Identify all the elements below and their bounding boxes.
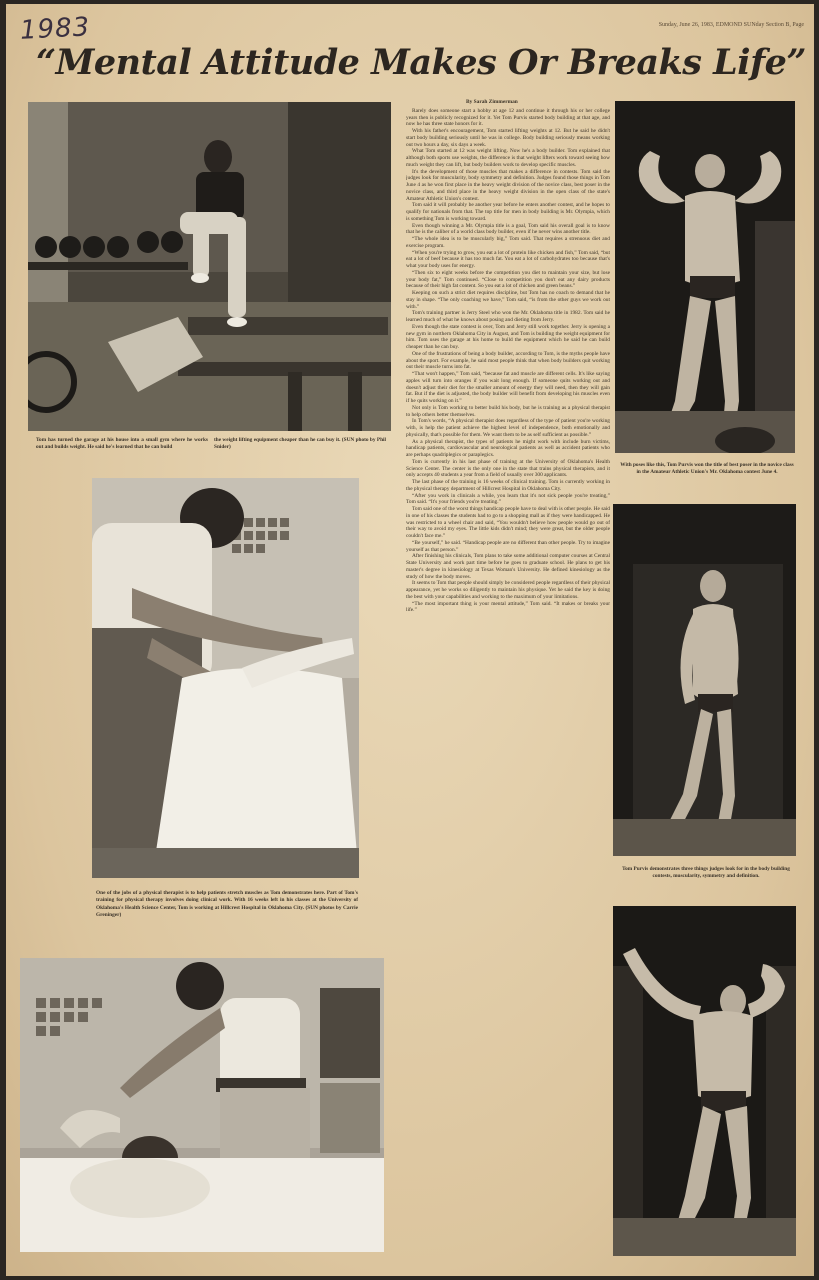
article-paragraph: Even though winning a Mr. Olympia title is a goal, Tom said his overall goal is to know that he is the caliber of a world class body builder, even if he never wins another title.	[406, 222, 610, 236]
bodybuilder-pose-3-image	[613, 906, 796, 1256]
photo-garage-gym	[28, 102, 391, 431]
handwritten-year: 1983	[19, 12, 91, 46]
photo-patient-stretch	[92, 478, 359, 878]
photo-patient-therapy	[20, 958, 384, 1252]
garage-gym-image	[28, 102, 391, 431]
photo-bodybuilder-pose-3	[613, 906, 796, 1256]
caption-bodybuilder-pose-1: With poses like this, Tom Purvis won the title of best poser in the novice class in the Amateur Athletic Union's Mr. Oklahoma contest June 4.	[620, 462, 794, 476]
patient-stretch-image	[92, 478, 359, 878]
caption-garage-gym-right: the weight lifting equipment cheaper than he can buy it. (SUN photo by Phil Snider)	[214, 437, 386, 451]
article-paragraph: The last phase of the training is 16 weeks of clinical training. Tom is currently working in the physical therapy department of Hillcrest Hospital in Oklahoma City.	[406, 479, 610, 492]
article-paragraph: What Tom started at 12 was weight lifting. Now he's a body builder. Tom explained that although both sports use weights, the difference is that weight lifters work toward seeing how much weight they can lift, but body builders work to develop specific muscles.	[406, 148, 610, 168]
article-paragraph: Tom said one of the worst things handicap people have to deal with is other people. He said in one of his classes the students had to go to a shopping mall as if they were handicapped. He was restricted to a wheel chair and said, “You wouldn't believe how people would go out of their way to avoid my eyes. The little kids didn't mind; they were great, but the older people couldn't face me.”	[406, 506, 610, 539]
article-paragraph: “The most important thing is your mental attitude,” Tom said. “It makes or breaks your life.”	[406, 600, 610, 614]
article-paragraph: “After you work in clinicals a while, you learn that it's not sick people you're treating,” Tom said. “It's your friends you're treating.”	[406, 492, 610, 506]
photo-bodybuilder-pose-1	[615, 101, 795, 453]
article-paragraph: “Be yourself,” he said. “Handicap people are no different than other people. Try to imagine yourself as that person.”	[406, 539, 610, 553]
article-paragraph: “Then six to eight weeks before the competition you diet to maintain your size, but lose your body fat,” Tom continued. “Close to competition you don't eat any dairy products because of their high fat content. So you eat a lot of chicken and green beans.”	[406, 269, 610, 290]
article-paragraph: Rarely does someone start a hobby at age 12 and continue it through his or her college years then is publicly recognized for it. Yet Tom Purvis started body building at that age, and now he has three state honors for it.	[406, 107, 610, 128]
article-paragraph: Tom's training partner is Jerry Steel who won the Mr. Oklahoma title in 1982. Tom said he learned much of what he knows about posing and dieting from Jerry.	[406, 310, 610, 323]
caption-bodybuilder-pose-2: Tom Purvis demonstrates three things judges look for in the body building contests, muscularity, symmetry and definition.	[622, 866, 790, 880]
article-paragraph: It seems to Tom that people should simply be considered people regardless of their physical appearance, yet he works so diligently to maintain his physique. Yet he said the key is doing the best with your capabilities and working to the maximum of your limitations.	[406, 580, 610, 600]
bodybuilder-pose-2-image	[613, 504, 796, 856]
photo-bodybuilder-pose-2	[613, 504, 796, 856]
article-paragraph: One of the frustrations of being a body builder, according to Tom, is the myths people have about the sport. For example, he said most people think that when body builders quit working out their muscle turns into fat.	[406, 350, 610, 371]
article-paragraph: Not only is Tom working to better build his body, but he is training as a physical therapist to help others better themselves.	[406, 404, 610, 418]
article-paragraph: Tom is currently in his last phase of training at the University of Oklahoma's Health Science Center. The center is the only one in the state that trains physical therapists, and it only accepts 40 students a year from a field of usually over 300 applicants.	[406, 458, 610, 479]
article-paragraph: It's the development of those muscles that makes a difference in contests. Tom said the judges look for muscularity, body symmetry and definition. Judges found those things in Tom June 4 as he won first place in the heavy weight division of the novice class, best poser in the novice class, and third place in the heavy weight division in the open class of the state's Amateur Athletic Union's contest.	[406, 168, 610, 202]
article-byline: By Sarah Zimmerman	[466, 99, 518, 105]
page-folio: Sunday, June 26, 1983, EDMOND SUNday Section B, Page	[658, 22, 804, 28]
caption-garage-gym-left: Tom has turned the garage at his house into a small gym where he works out and builds weight. He said he's learned that he can build	[36, 437, 208, 451]
patient-therapy-image	[20, 958, 384, 1252]
article-paragraph: Keeping on such a strict diet requires discipline, but Tom has no coach to demand that he stay in shape. “The only coaching we have,” Tom said, “is from the other guys we work out with.”	[406, 290, 610, 310]
page-headline: “Mental Attitude Makes Or Breaks Life”	[36, 42, 807, 83]
article-paragraph: “That won't happen,” Tom said, “because fat and muscle are different cells. It's like saying apples will turn into oranges if you wait long enough. If someone quits working out and doesn't adjust their diet for the smaller amount of energy they will need, then they will gain fat. But if the diet is adjusted, the body builder will benefit from developing his muscles even if he quits working on it.”	[406, 371, 610, 404]
article-body	[406, 99, 610, 1259]
article-paragraph: With his father's encouragement, Tom started lifting weights at 12. But he said he didn't start body building seriously until he was in college. Body building seriously means working out two hours a day, six days a week.	[406, 128, 610, 148]
article-paragraph: Even though the state contest is over, Tom and Jerry still work together. Jerry is opening a new gym in northern Oklahoma City in August, and Tom is building the weight equipment for him. Tom uses the garage at his home to build the equipment which he said he can build cheaper than he can buy.	[406, 323, 610, 350]
caption-patient-stretch: One of the jobs of a physical therapist is to help patients stretch muscles as Tom demonstrates here. Part of Tom's training for physical therapy involves doing clinical work. With 16 weeks left in his classes at the University of Oklahoma's Health Science Center, Tom is working at Hillcrest Hospital in Oklahoma City. (SUN photos by Carrie Greninger)	[96, 890, 358, 919]
bodybuilder-pose-1-image	[615, 101, 795, 453]
article-paragraph: “The whole idea is to be muscularly big,” Tom said. That requires a strenuous diet and exercise program.	[406, 236, 610, 249]
article-paragraph: In Tom's words, “A physical therapist does regardless of the type of patient you're working with, is help the patient achieve the highest level of independence, both emotionally and physically, that's possible for them. We want them to be as self sufficient as possible.”	[406, 418, 610, 438]
newspaper-page	[6, 4, 814, 1276]
article-paragraph: As a physical therapist, the types of patients he might work with include burn victims, handicap patients, cardiovascular and neurological patients as well as accident patients who are perhaps quadriplegics or paraplegics.	[406, 438, 610, 458]
article-paragraph: Tom said it will probably be another year before he enters another contest, and he hopes to qualify for nationals from that. The top title for men in body building is Mr. Olympia, which is something Tom is working toward.	[406, 202, 610, 222]
article-paragraph: “When you're trying to grow, you eat a lot of protein like chicken and fish,” Tom said, “but eat a lot of beef because it has too much fat. You eat a lot of carbohydrates too because that's what your body uses for energy.	[406, 249, 610, 269]
article-paragraph: After finishing his clinicals, Tom plans to take some additional computer courses at Central State University and work part time before he goes to graduate school. He plans to get his master's degree in kinesiology at Texas Woman's University. He defined kinesiology as the study of how the body moves.	[406, 553, 610, 580]
